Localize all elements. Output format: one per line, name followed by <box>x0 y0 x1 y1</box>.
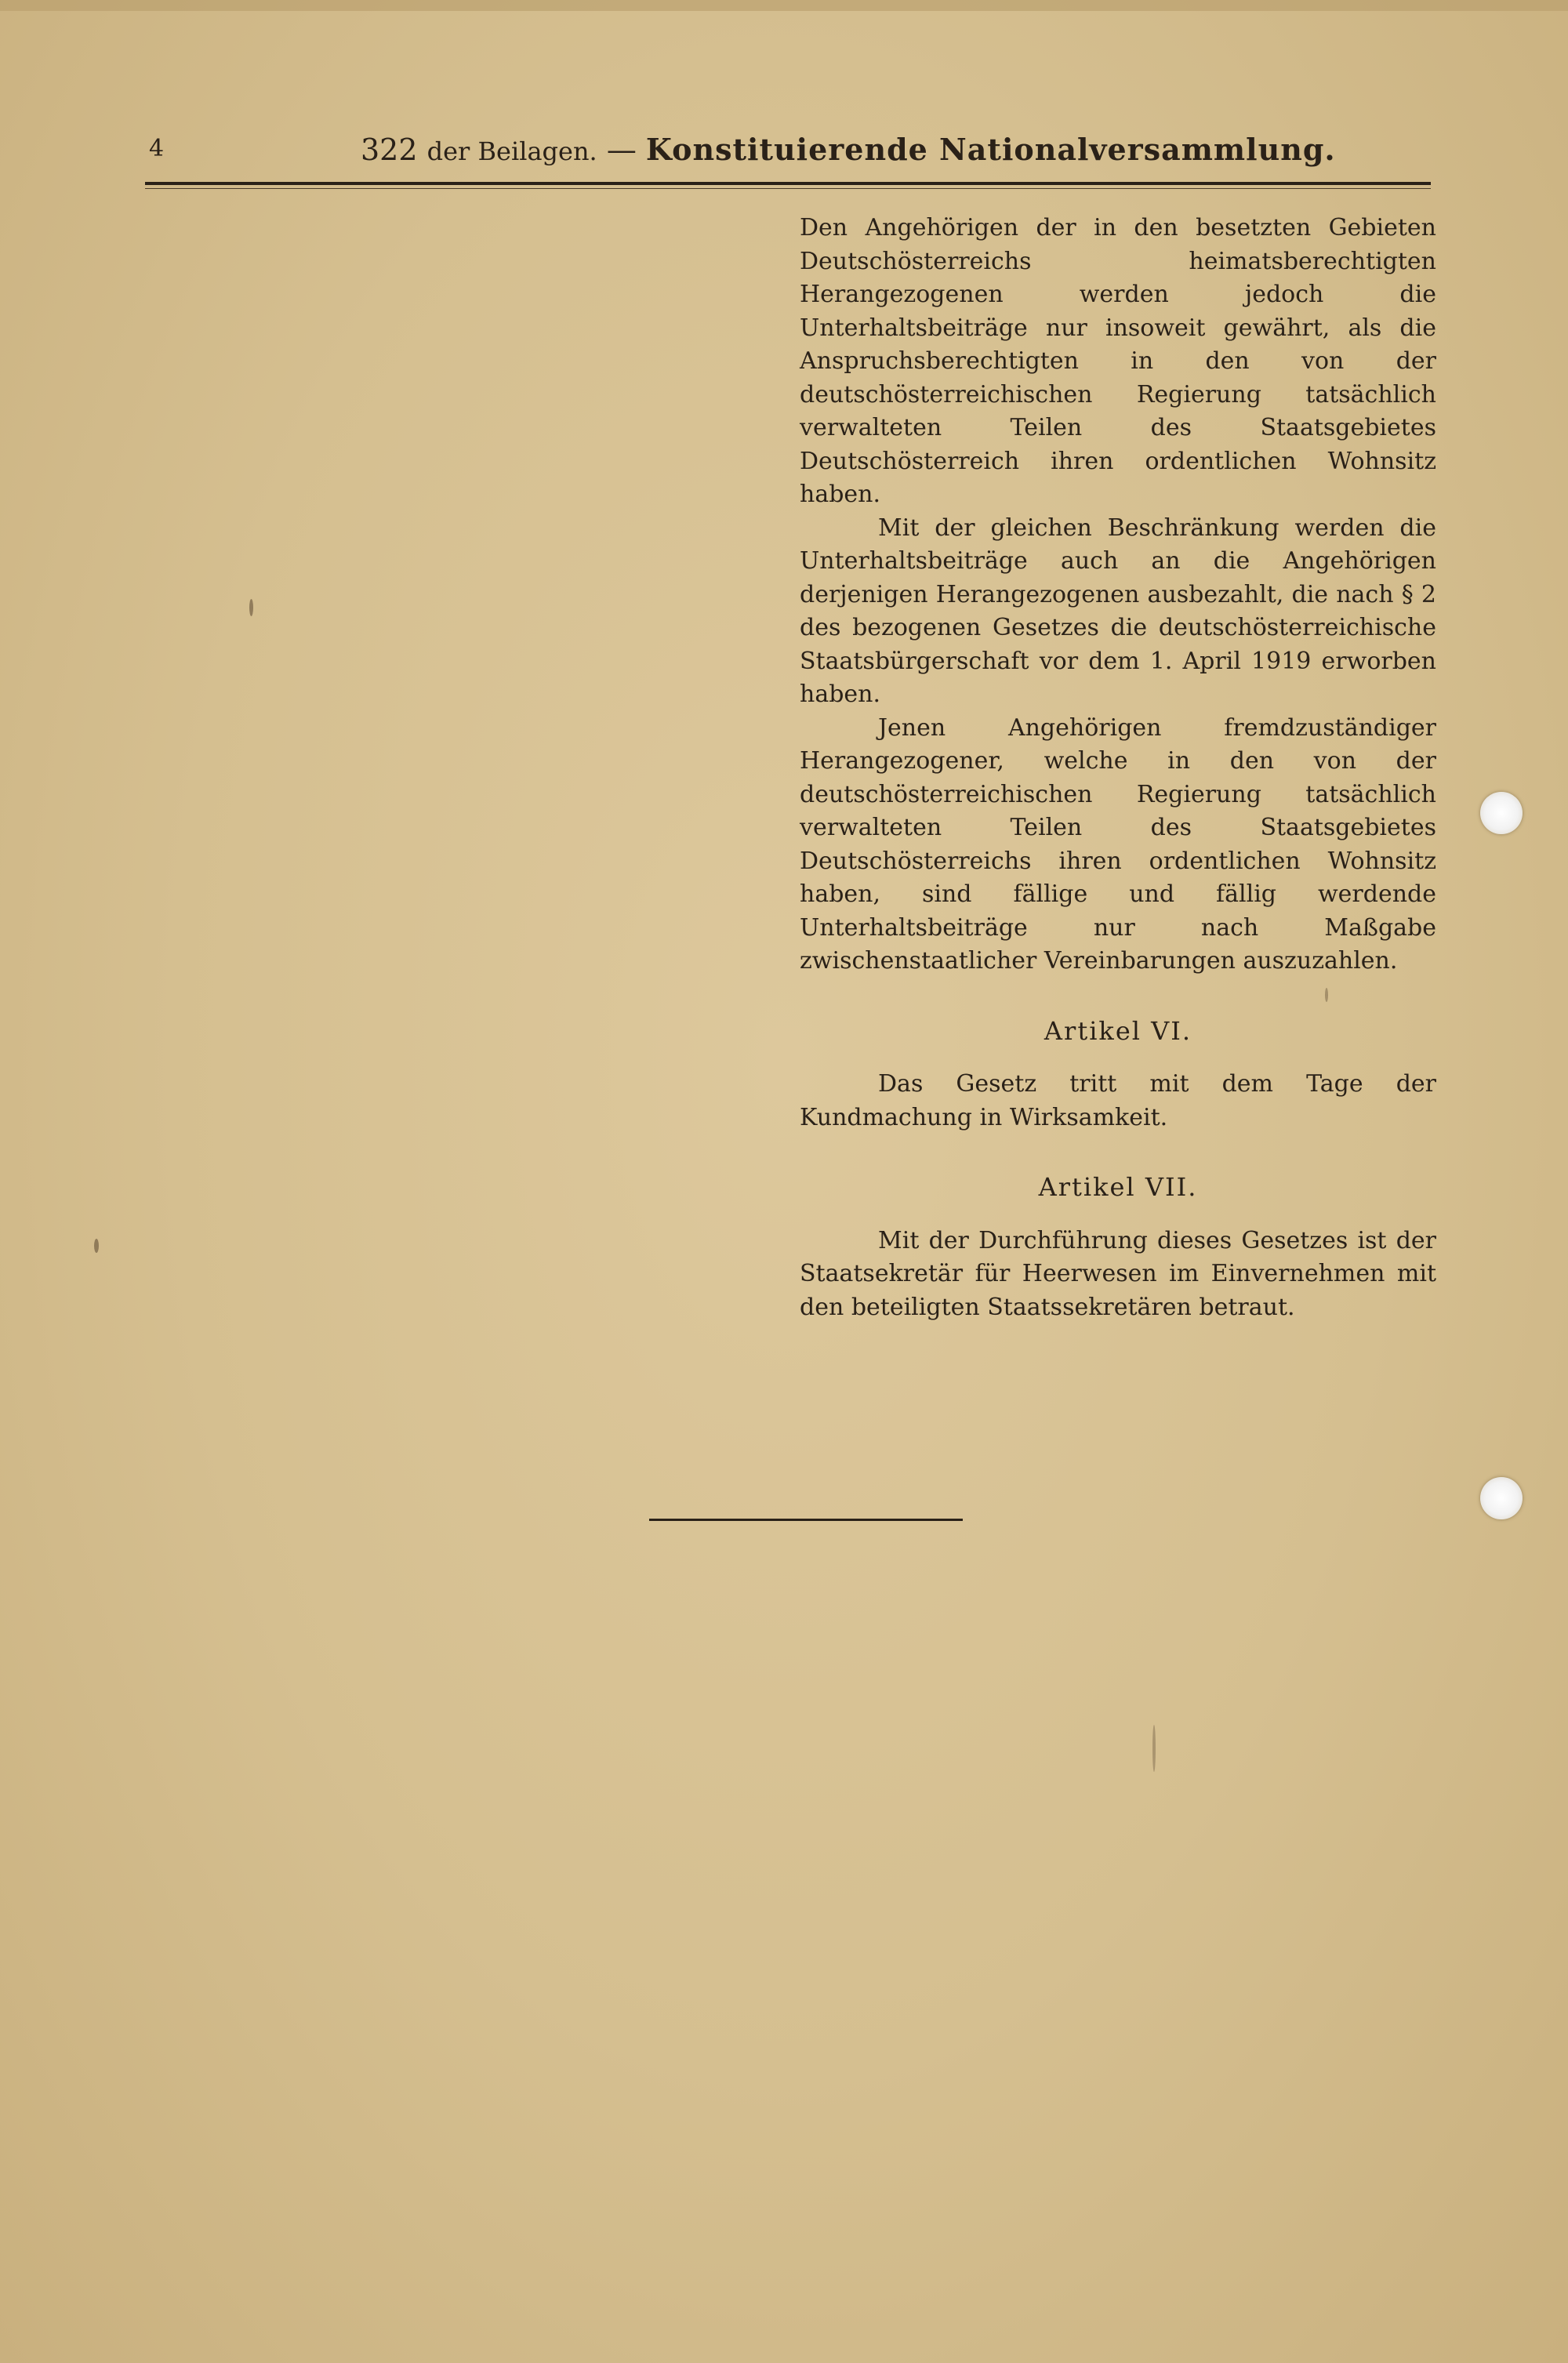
header-title-line <box>361 132 1380 167</box>
article-7-text: Mit der Durchführung dieses Gesetzes ist der Staatsekretär für Heerwesen im Einvernehmen mit den beteiligten Staatssekretären betraut. <box>800 1226 1436 1321</box>
header-dash: — <box>606 132 637 167</box>
paper-fleck <box>249 599 253 616</box>
punch-hole-upper <box>1480 792 1523 834</box>
header-rule <box>145 182 1431 185</box>
page-header <box>149 132 1435 179</box>
page-number: 4 <box>149 135 165 162</box>
header-title: Konstituierende Nationalversammlung. <box>645 132 1336 167</box>
end-divider-rule <box>649 1519 963 1521</box>
paper-top-edge <box>0 0 1568 11</box>
right-text-column <box>800 212 1436 1324</box>
article-6-heading: Artikel VI. <box>1044 1015 1192 1046</box>
header-beilagen: der Beilagen. <box>426 136 597 166</box>
paper-fleck <box>1325 988 1328 1002</box>
paper-fleck <box>94 1239 99 1253</box>
punch-hole-lower <box>1480 1477 1523 1519</box>
paragraph-2: Mit der gleichen Beschränkung werden die Unterhaltsbeiträge auch an die Angehörigen derjenigen Herangezogenen ausbezahlt, die nach § 2 des bezogenen Gesetzes die deutschösterreichische Staatsbürgerschaft vor dem 1. April 1919 erworben haben. <box>800 514 1436 708</box>
paragraph-1: Den Angehörigen der in den besetzten Gebieten Deutschösterreichs heimatsberechtigten Herangezogenen werden jedoch die Unterhaltsbeiträge nur insoweit gewährt, als die Anspruchsberechtigten in den von der deutschösterreichischen Regierung tatsächlich verwalteten Teilen des Staatsgebietes Deutschösterreich ihren ordentlichen Wohnsitz haben. <box>800 214 1436 508</box>
header-rule-thin <box>145 188 1431 189</box>
header-document-number: 322 <box>361 132 418 167</box>
article-6-text: Das Gesetz tritt mit dem Tage der Kundmachung in Wirksamkeit. <box>800 1070 1436 1131</box>
paragraph-3: Jenen Angehörigen fremdzuständiger Herangezogener, welche in den von der deutschösterreichischen Regierung tatsächlich verwalteten Teilen des Staatsgebietes Deutschösterreichs ihren ordentlichen Wohnsitz haben, sind fällige und fällig werdende Unterhaltsbeiträge nur nach Maßgabe zwischenstaatlicher Vereinbarungen auszuzahlen. <box>800 713 1436 975</box>
article-7-heading: Artikel VII. <box>1038 1172 1198 1202</box>
paper-fleck <box>1152 1725 1156 1772</box>
